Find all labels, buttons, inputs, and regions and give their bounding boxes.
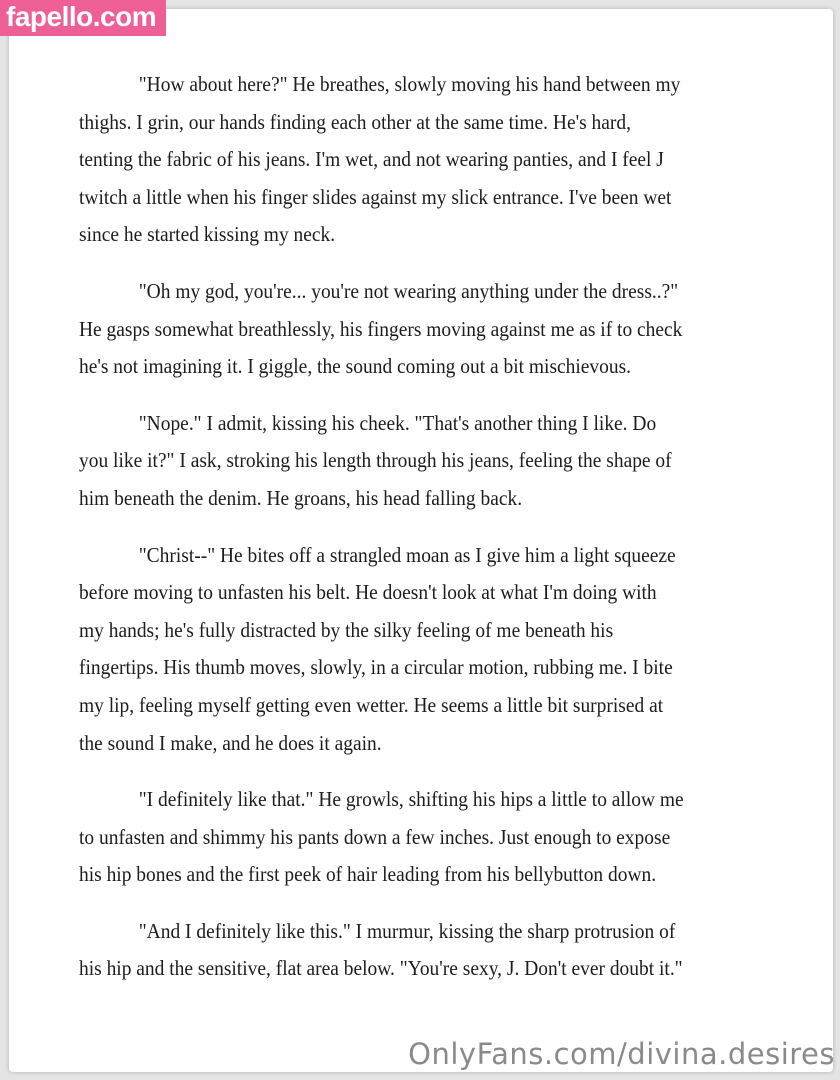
fapello-watermark-badge: fapello.com [0,0,166,36]
text-line: his hip and the sensitive, flat area below. "You're sexy, J. Don't ever doubt it." [79,956,683,981]
paragraph [79,913,767,988]
onlyfans-watermark: OnlyFans.com/divina.desires [408,1037,835,1071]
text-line: tenting the fabric of his jeans. I'm wet, and not wearing panties, and I feel J [79,147,664,172]
text-line: before moving to unfasten his belt. He doesn't look at what I'm doing with [79,580,657,605]
paragraph [79,781,767,894]
text-line: "And I definitely like this." I murmur, kissing the sharp protrusion of [138,918,676,943]
paragraph [79,273,767,386]
text-line: He gasps somewhat breathlessly, his fingers moving against me as if to check [79,316,683,341]
paragraph [79,537,767,763]
text-line: thighs. I grin, our hands finding each other at the same time. He's hard, [79,109,631,134]
text-line: "Oh my god, you're... you're not wearing anything under the dress..?" [138,278,679,303]
text-line: since he started kissing my neck. [79,222,336,247]
text-line: "Nope." I admit, kissing his cheek. "That's another thing I like. Do [138,410,657,435]
text-line: he's not imagining it. I giggle, the sound coming out a bit mischievous. [79,354,632,379]
text-line: fingertips. His thumb moves, slowly, in a circular motion, rubbing me. I bite [79,655,673,680]
text-line: twitch a little when his finger slides against my slick entrance. I've been wet [79,184,672,209]
page-text [79,66,767,1007]
text-line: him beneath the denim. He groans, his head falling back. [79,485,523,510]
text-line: "How about here?" He breathes, slowly moving his hand between my [138,72,681,96]
text-line: my hands; he's fully distracted by the silky feeling of me beneath his [79,617,614,642]
paragraph [79,405,767,518]
text-line: you like it?" I ask, stroking his length through his jeans, feeling the shape of [79,448,672,473]
paragraph [79,66,767,254]
text-line: to unfasten and shimmy his pants down a few inches. Just enough to expose [79,824,671,849]
text-line: his hip bones and the first peek of hair leading from his bellybutton down. [79,862,657,887]
text-line: "Christ--" He bites off a strangled moan as I give him a light squeeze [138,542,676,567]
document-page [9,9,833,1072]
text-line: the sound I make, and he does it again. [79,730,382,755]
text-line: my lip, feeling myself getting even wetter. He seems a little bit surprised at [79,692,664,717]
text-line: "I definitely like that." He growls, shifting his hips a little to allow me [138,787,684,812]
